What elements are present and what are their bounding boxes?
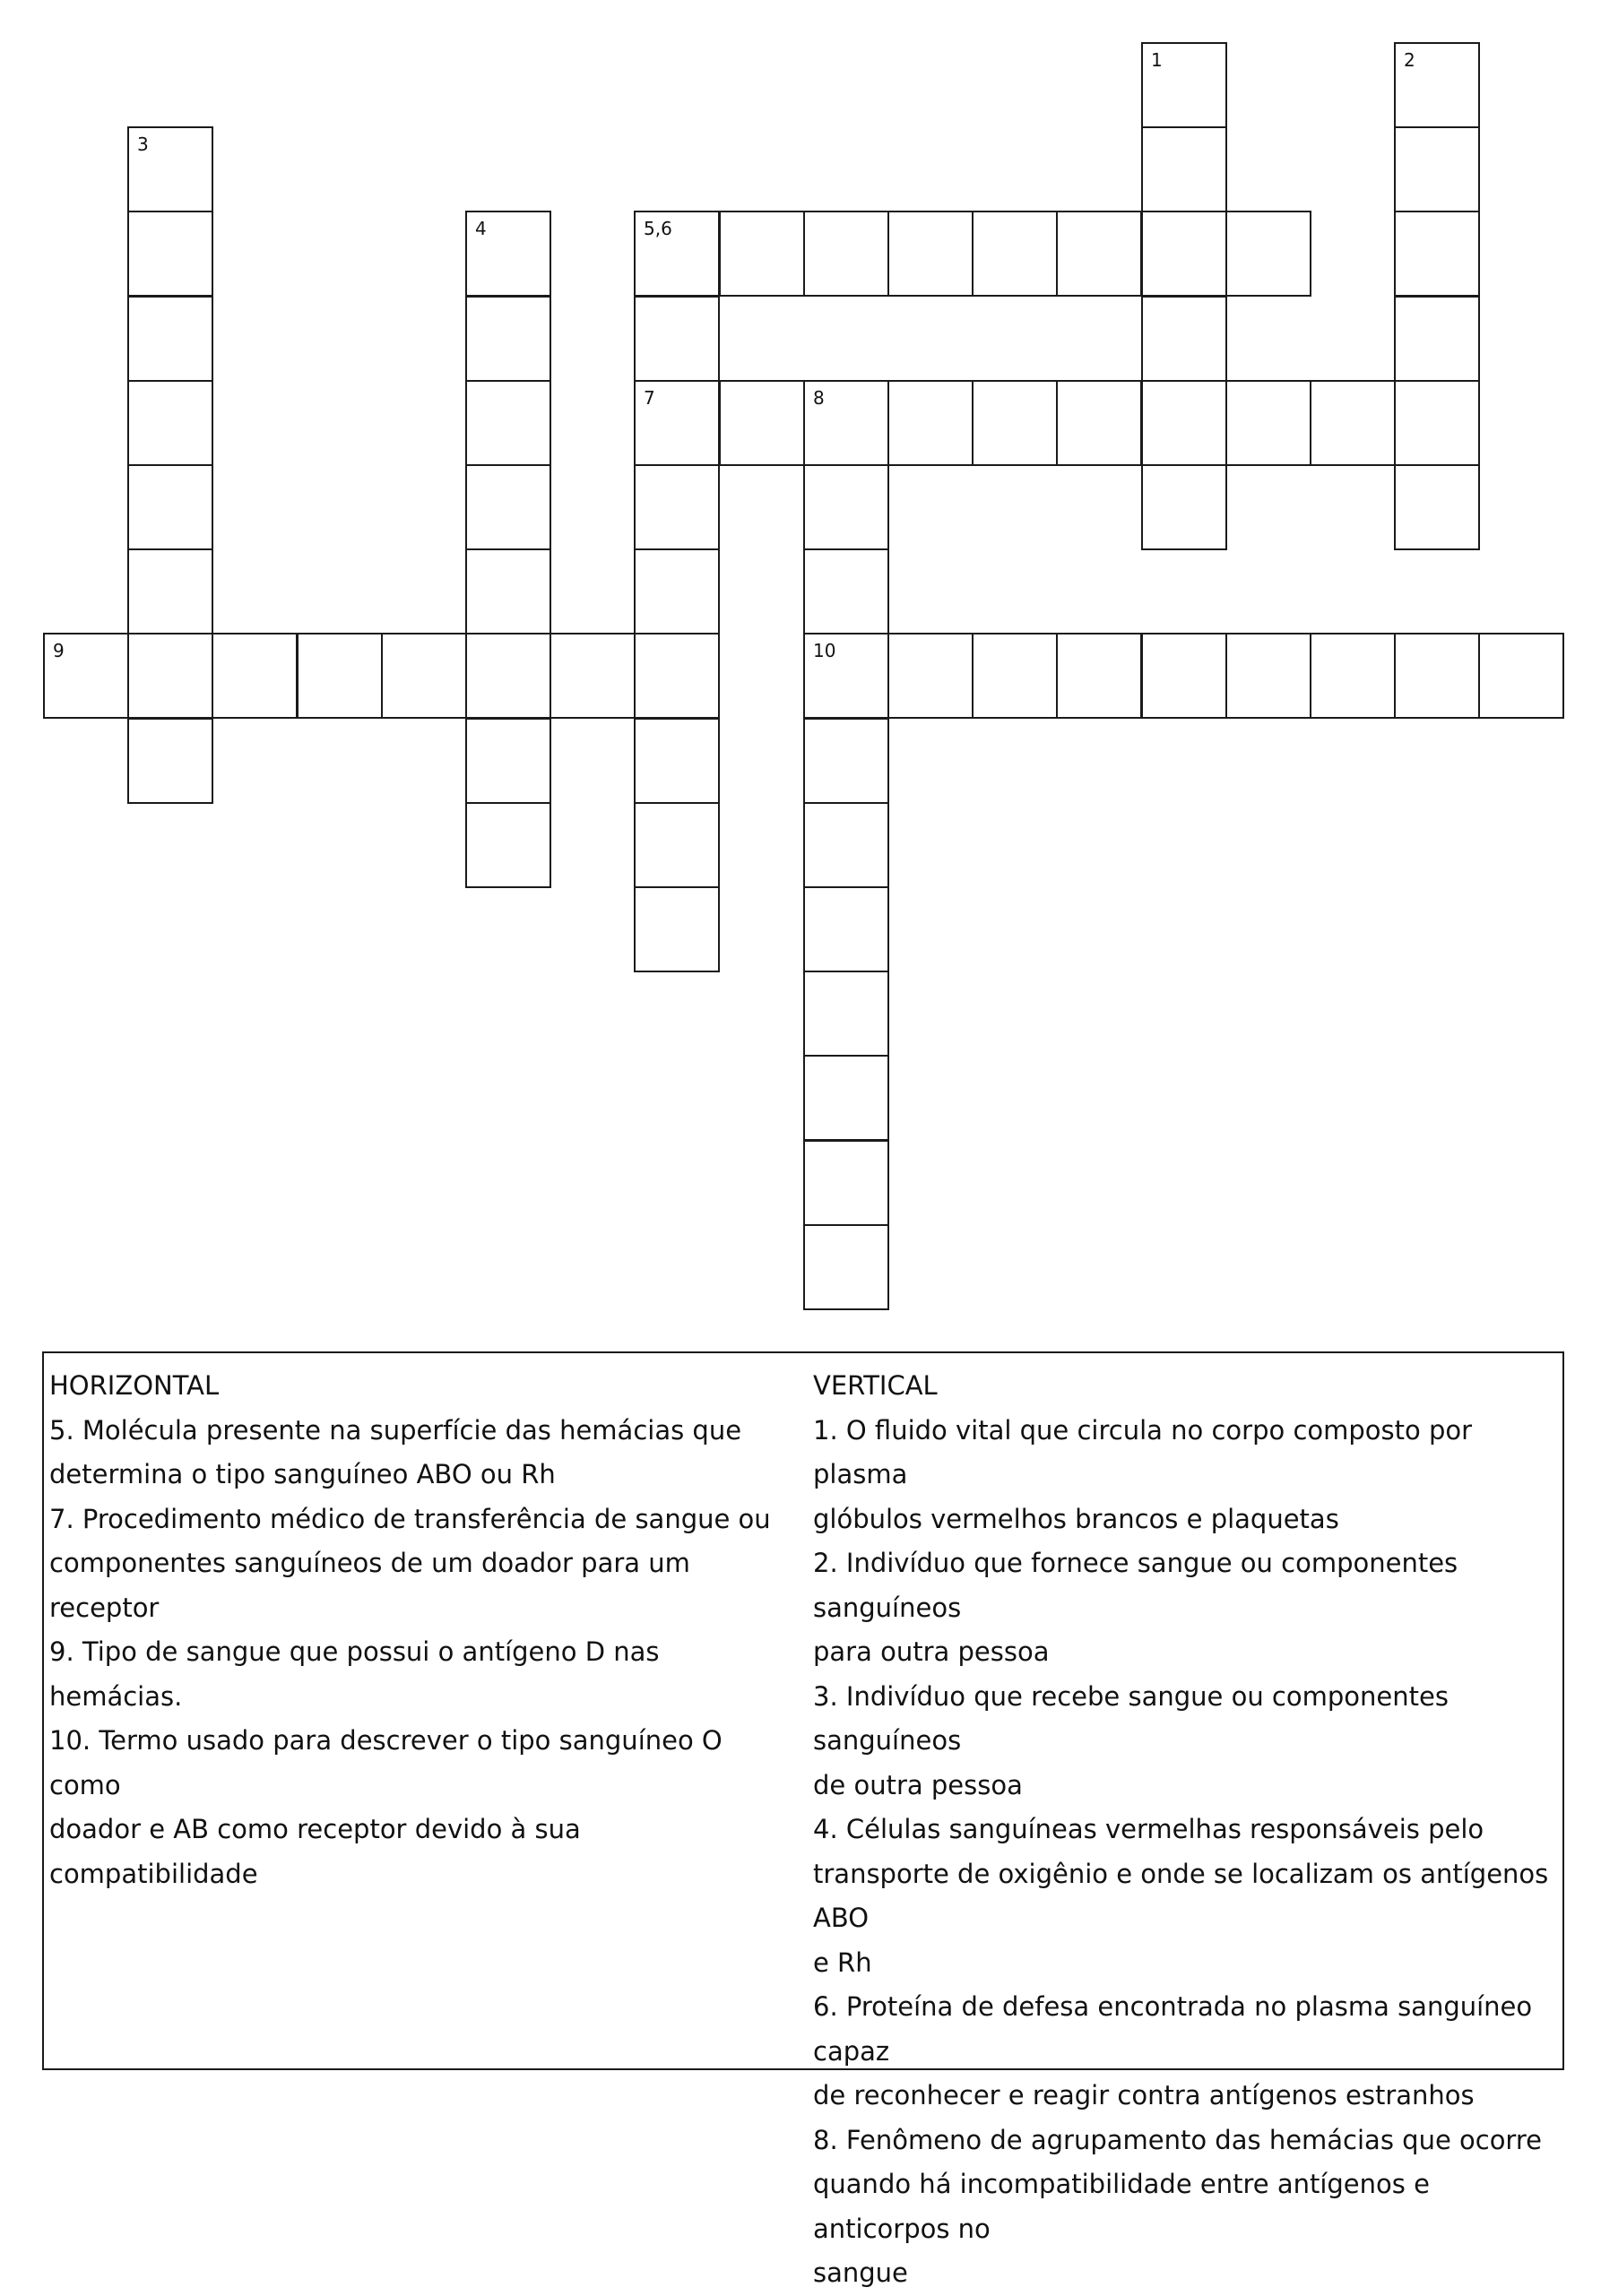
crossword-cell[interactable] — [1394, 211, 1480, 297]
vertical-clues — [813, 1364, 1557, 2296]
clue-line: 5. Molécula presente na superfície das hemácias que — [49, 1414, 742, 1446]
clue-number: 8 — [813, 387, 825, 409]
crossword-cell[interactable] — [297, 633, 383, 719]
crossword-cell[interactable] — [1394, 126, 1480, 212]
crossword-cell[interactable] — [465, 718, 551, 804]
crossword-cell[interactable] — [634, 718, 720, 804]
crossword-cell[interactable] — [803, 380, 889, 466]
crossword-cell[interactable] — [43, 633, 129, 719]
crossword-cell[interactable] — [381, 633, 467, 719]
crossword-cell[interactable] — [634, 211, 720, 297]
crossword-cell[interactable] — [1141, 464, 1227, 550]
crossword-cell[interactable] — [719, 211, 805, 297]
crossword-cell[interactable] — [634, 380, 720, 466]
crossword-cell[interactable] — [1394, 633, 1480, 719]
crossword-cell[interactable] — [634, 464, 720, 550]
crossword-cell[interactable] — [1225, 633, 1311, 719]
clue-line: para outra pessoa — [813, 1636, 1050, 1667]
horizontal-title: HORIZONTAL — [49, 1370, 220, 1401]
clue-number: 4 — [475, 218, 487, 239]
clue-line: 2. Indivíduo que fornece sangue ou componentes sanguíneos — [813, 1548, 1458, 1623]
crossword-cell[interactable] — [465, 211, 551, 297]
crossword-cell[interactable] — [465, 633, 551, 719]
crossword-cell[interactable] — [1141, 296, 1227, 382]
clue-line: doador e AB como receptor devido à sua compatibilidade — [49, 1814, 581, 1889]
crossword-cell[interactable] — [1141, 126, 1227, 212]
crossword-cell[interactable] — [127, 126, 213, 212]
crossword-cell[interactable] — [1394, 380, 1480, 466]
clues-box — [42, 1351, 1564, 2288]
crossword-cell[interactable] — [127, 296, 213, 382]
clue-number: 7 — [644, 387, 655, 409]
crossword-cell[interactable] — [803, 1140, 889, 1226]
crossword-cell[interactable] — [1056, 211, 1142, 297]
vertical-title: VERTICAL — [813, 1370, 938, 1401]
crossword-cell[interactable] — [1056, 380, 1142, 466]
clue-line: 6. Proteína de defesa encontrada no plasma sanguíneo capaz — [813, 1991, 1533, 2067]
clue-line: 9. Tipo de sangue que possui o antígeno D nas hemácias. — [49, 1636, 660, 1712]
crossword-cell[interactable] — [465, 802, 551, 888]
clue-line: determina o tipo sanguíneo ABO ou Rh — [49, 1459, 556, 1489]
crossword-cell[interactable] — [127, 464, 213, 550]
crossword-cell[interactable] — [127, 718, 213, 804]
crossword-cell[interactable] — [127, 211, 213, 297]
crossword-cell[interactable] — [465, 296, 551, 382]
crossword-cell[interactable] — [1056, 633, 1142, 719]
clue-line: 7. Procedimento médico de transferência de sangue ou — [49, 1503, 771, 1534]
crossword-cell[interactable] — [1394, 296, 1480, 382]
crossword-cell[interactable] — [972, 211, 1058, 297]
crossword-cell[interactable] — [803, 548, 889, 634]
clue-number: 9 — [53, 640, 65, 661]
clue-line: e Rh — [813, 1946, 872, 1978]
crossword-cell[interactable] — [1394, 42, 1480, 128]
clue-number: 10 — [813, 640, 836, 661]
clue-line: 4. Células sanguíneas vermelhas responsáveis pelo — [813, 1814, 1484, 1844]
crossword-cell[interactable] — [634, 633, 720, 719]
crossword-cell[interactable] — [634, 802, 720, 888]
crossword-cell[interactable] — [803, 886, 889, 972]
crossword-cell[interactable] — [127, 380, 213, 466]
crossword-cell[interactable] — [803, 1224, 889, 1310]
crossword-cell[interactable] — [127, 548, 213, 634]
crossword-cell[interactable] — [465, 464, 551, 550]
crossword-cell[interactable] — [550, 633, 636, 719]
clue-number: 5,6 — [644, 218, 672, 239]
crossword-cell[interactable] — [972, 380, 1058, 466]
clue-line: glóbulos vermelhos brancos e plaquetas — [813, 1503, 1339, 1534]
crossword-cell[interactable] — [972, 633, 1058, 719]
crossword-cell[interactable] — [634, 548, 720, 634]
clue-number: 1 — [1151, 49, 1163, 71]
crossword-cell[interactable] — [803, 464, 889, 550]
crossword-cell[interactable] — [719, 380, 805, 466]
clue-line: 10. Termo usado para descrever o tipo sanguíneo O como — [49, 1725, 723, 1800]
crossword-cell[interactable] — [1394, 464, 1480, 550]
crossword-cell[interactable] — [1141, 211, 1227, 297]
clue-line: de reconhecer e reagir contra antígenos estranhos — [813, 2080, 1475, 2110]
crossword-cell[interactable] — [127, 633, 213, 719]
crossword-cell[interactable] — [803, 1055, 889, 1141]
crossword-cell[interactable] — [465, 380, 551, 466]
crossword-cell[interactable] — [1478, 633, 1564, 719]
crossword-cell[interactable] — [803, 971, 889, 1057]
clue-line: 3. Indivíduo que recebe sangue ou componentes sanguíneos — [813, 1680, 1449, 1756]
crossword-cell[interactable] — [887, 380, 974, 466]
clue-line: 8. Fenômeno de agrupamento das hemácias que ocorre — [813, 2124, 1542, 2155]
crossword-cell[interactable] — [1225, 211, 1311, 297]
crossword-cell[interactable] — [1225, 380, 1311, 466]
crossword-cell[interactable] — [803, 211, 889, 297]
clue-number: 3 — [137, 134, 149, 155]
crossword-cell[interactable] — [1141, 42, 1227, 128]
crossword-cell[interactable] — [803, 802, 889, 888]
crossword-cell[interactable] — [803, 718, 889, 804]
clue-line: sangue — [813, 2257, 908, 2288]
crossword-cell[interactable] — [887, 211, 974, 297]
clue-line: componentes sanguíneos de um doador para um receptor — [49, 1548, 690, 1623]
clue-line: 1. O fluido vital que circula no corpo composto por plasma — [813, 1414, 1473, 1489]
clue-line: de outra pessoa — [813, 1769, 1023, 1800]
crossword-cell[interactable] — [887, 633, 974, 719]
crossword-cell[interactable] — [212, 633, 298, 719]
crossword-cell[interactable] — [803, 633, 889, 719]
crossword-cell[interactable] — [465, 548, 551, 634]
crossword-cell[interactable] — [1310, 380, 1396, 466]
clue-line: transporte de oxigênio e onde se localizam os antígenos ABO — [813, 1858, 1549, 1933]
crossword-cell[interactable] — [1141, 633, 1227, 719]
clue-line: quando há incompatibilidade entre antígenos e anticorpos no — [813, 2169, 1430, 2244]
crossword-cell[interactable] — [634, 296, 720, 382]
crossword-cell[interactable] — [1141, 380, 1227, 466]
clue-number: 2 — [1404, 49, 1415, 71]
crossword-cell[interactable] — [1310, 633, 1396, 719]
crossword-cell[interactable] — [634, 886, 720, 972]
horizontal-clues — [49, 1364, 784, 1896]
